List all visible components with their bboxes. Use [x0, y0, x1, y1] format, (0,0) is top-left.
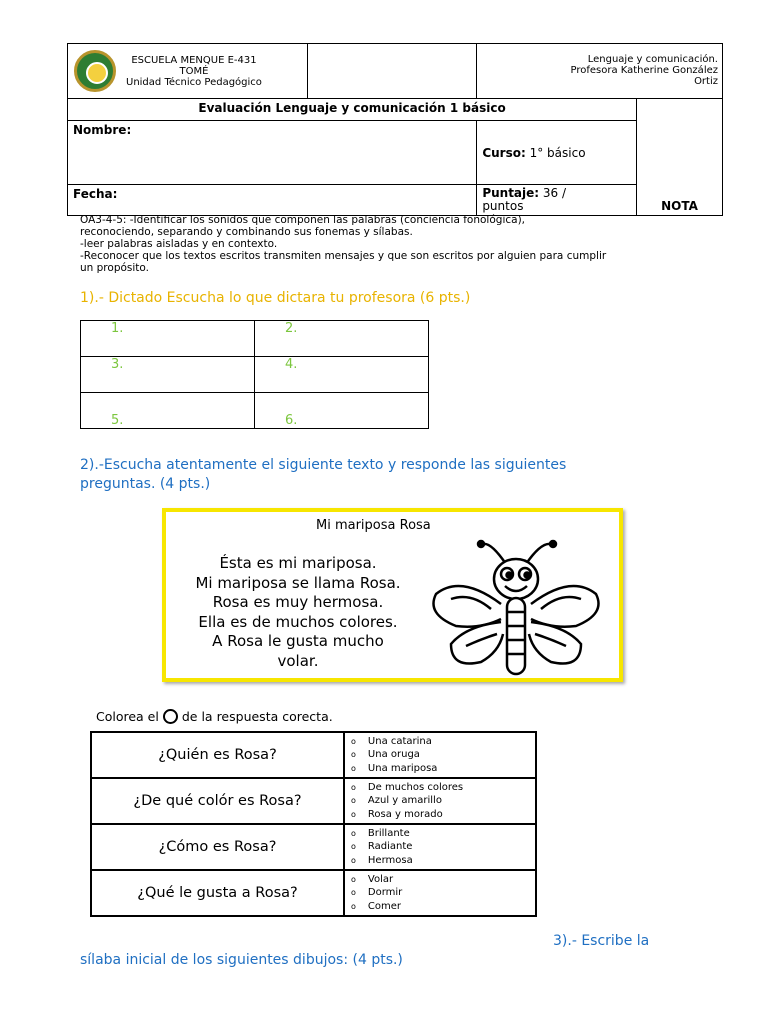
story-line: Ésta es mi mariposa. [219, 554, 377, 572]
dictation-cell-2[interactable] [255, 321, 429, 357]
story-box [162, 508, 623, 682]
dictation-cell-3[interactable] [81, 357, 255, 393]
course-label: Curso: [482, 145, 526, 160]
date-field[interactable] [68, 185, 477, 216]
dictation-cell-5[interactable] [81, 393, 255, 429]
q2-title [80, 456, 566, 494]
objectives [80, 214, 720, 274]
answer-option[interactable]: o Dormir [351, 886, 535, 900]
header-table [67, 43, 723, 216]
quiz-table [90, 731, 537, 917]
name-label: Nombre: [73, 123, 132, 137]
q2-title-line: preguntas. (4 pts.) [80, 476, 211, 492]
answer-option[interactable]: o Comer [351, 900, 535, 914]
story-line: volar. [277, 651, 319, 670]
dictation-cell-6[interactable] [255, 393, 429, 429]
answer-option[interactable]: o Una catarina [351, 735, 535, 749]
q1-title: 1).- Dictado Escucha lo que dictara tu profesora (6 pts.) [80, 290, 471, 306]
school-name: ESCUELA MENQUE E-431 [131, 54, 257, 66]
quiz-row [91, 824, 536, 870]
story-line: Ella es de muchos colores. [198, 612, 398, 631]
quiz-options [344, 732, 536, 778]
objective-line: -Reconocer que los textos escritos transmiten mensajes y que son escritos por alguien para cumplir [80, 250, 607, 262]
quiz-row [91, 732, 536, 778]
answer-instruction [96, 709, 333, 724]
q2-title-line: 2).-Escucha atentamente el siguiente texto y responde las siguientes [80, 457, 567, 473]
objective-line: OA3-4-5: -Identificar los sonidos que componen las palabras (conciencia fonológica), [80, 214, 525, 226]
dictation-cell-1[interactable] [81, 321, 255, 357]
answer-option[interactable]: o De muchos colores [351, 781, 535, 795]
story-title: Mi mariposa Rosa [316, 518, 431, 533]
school-unit: Unidad Técnico Pedagógico [126, 76, 262, 88]
story-line: Mi mariposa se llama Rosa. [195, 573, 401, 592]
score-value: 36 / [542, 186, 567, 200]
answer-option[interactable]: o Una mariposa [351, 762, 535, 776]
cell-number: 5. [111, 413, 124, 428]
objective-line: reconociendo, separando y combinando sus fonemas y sílabas. [80, 226, 413, 238]
dictation-table [80, 320, 429, 429]
story-line: A Rosa le gusta mucho [212, 632, 384, 650]
quiz-question: ¿Qué le gusta a Rosa? [91, 870, 344, 916]
quiz-question: ¿Cómo es Rosa? [91, 824, 344, 870]
school-logo [74, 50, 116, 92]
objective-line: -leer palabras aisladas y en contexto. [80, 238, 278, 250]
answer-option[interactable]: o Azul y amarillo [351, 794, 535, 808]
answer-option[interactable]: o Brillante [351, 827, 535, 841]
school-city: TOMÉ [179, 65, 209, 77]
grade-cell [637, 99, 723, 216]
quiz-options [344, 778, 536, 824]
cell-number: 3. [111, 357, 124, 372]
circle-icon [163, 709, 178, 724]
quiz-question: ¿De qué colór es Rosa? [91, 778, 344, 824]
school-cell [68, 44, 308, 99]
cell-number: 4. [285, 357, 298, 372]
story-line: Rosa es muy hermosa. [212, 593, 384, 611]
answer-option[interactable]: o Hermosa [351, 854, 535, 868]
eval-title: Evaluación Lenguaje y comunicación 1 básico [68, 99, 637, 121]
instruction-text: Colorea el [96, 709, 159, 724]
answer-option[interactable]: o Una oruga [351, 748, 535, 762]
course-value: 1° básico [529, 145, 586, 160]
butterfly-illustration [421, 534, 611, 678]
dictation-cell-4[interactable] [255, 357, 429, 393]
answer-option[interactable]: o Volar [351, 873, 535, 887]
course-cell [477, 121, 637, 185]
answer-option[interactable]: o Rosa y morado [351, 808, 535, 822]
story-text [178, 554, 418, 671]
teacher-cell [477, 44, 723, 99]
answer-option[interactable]: o Radiante [351, 840, 535, 854]
cell-number: 1. [111, 321, 124, 336]
cell-number: 6. [285, 413, 298, 428]
teacher-name: Profesora Katherine González [570, 65, 718, 76]
score-cell [477, 185, 637, 216]
quiz-row [91, 778, 536, 824]
name-field[interactable] [68, 121, 477, 185]
blank-cell [307, 44, 477, 99]
date-label: Fecha: [73, 187, 118, 201]
teacher-last: Ortiz [694, 76, 718, 87]
score-label: Puntaje: [482, 186, 540, 200]
quiz-question: ¿Quién es Rosa? [91, 732, 344, 778]
grade-label: NOTA [661, 199, 698, 213]
quiz-options [344, 870, 536, 916]
q3-title-end: sílaba inicial de los siguientes dibujos: (4 pts.) [80, 952, 403, 968]
instruction-text: de la respuesta corecta. [181, 709, 333, 724]
score-unit: puntos [482, 199, 524, 213]
q3-title-start: 3).- Escribe la [553, 933, 650, 949]
subject-text: Lenguaje y comunicación. [587, 54, 718, 65]
quiz-options [344, 824, 536, 870]
objective-line: un propósito. [80, 262, 149, 274]
quiz-row [91, 870, 536, 916]
cell-number: 2. [285, 321, 298, 336]
